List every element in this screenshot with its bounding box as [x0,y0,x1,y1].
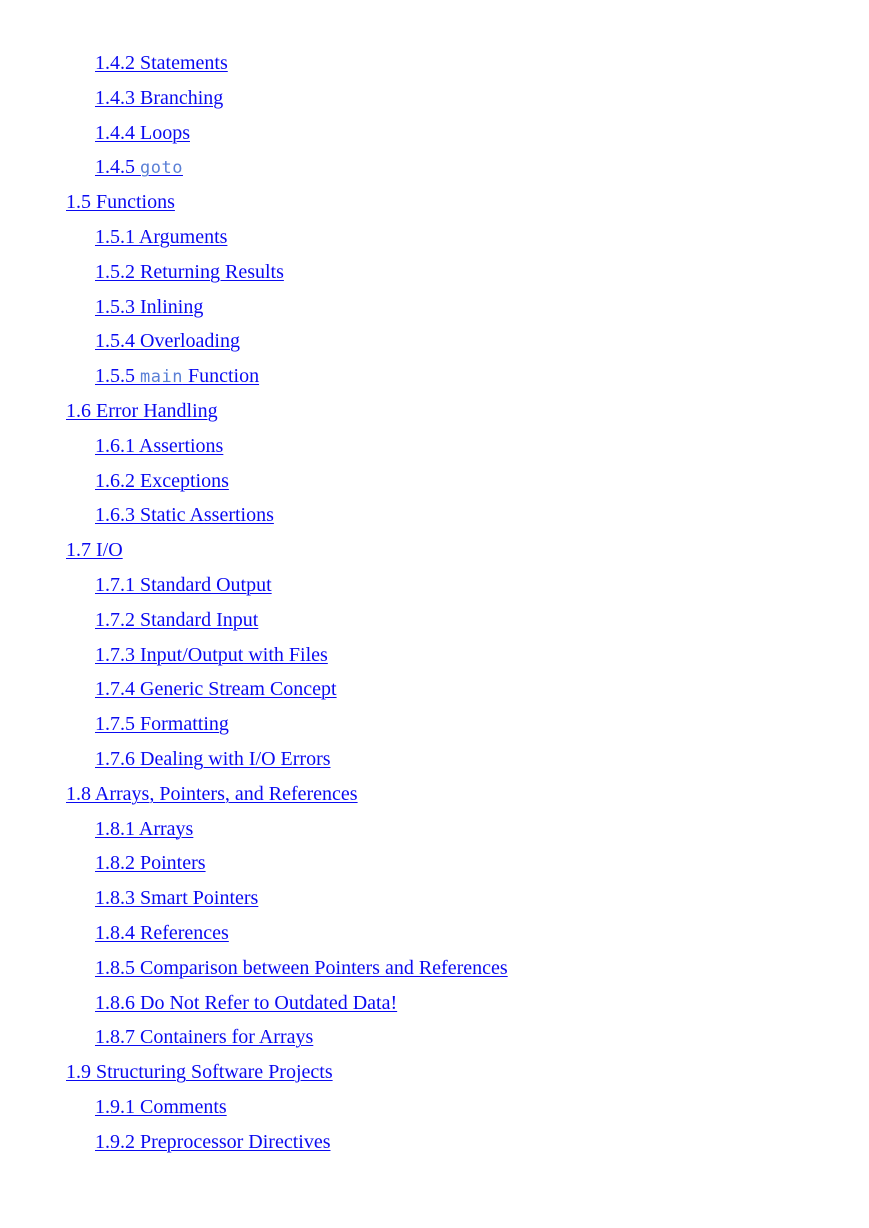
toc-link-text: 1.7.1 Standard Output [95,573,272,596]
toc-link-text: 1.4.3 Branching [95,86,224,109]
toc-section-link[interactable] [66,400,218,422]
toc-subsection-item [0,672,869,707]
toc-subsection-link[interactable] [95,678,337,700]
toc-link-text: 1.4.4 Loops [95,121,190,144]
toc-subsection-item [0,429,869,464]
toc-link-text: 1.8.7 Containers for Arrays [95,1026,314,1049]
toc-link-text: 1.6 Error Handling [66,399,218,422]
toc-subsection-item [0,81,869,116]
toc-subsection-item [0,916,869,951]
toc-subsection-item [0,220,869,255]
toc-link-text: 1.8 Arrays, Pointers, and References [66,782,358,805]
toc-link-text: 1.5.4 Overloading [95,330,240,353]
toc-link-text: 1.4.5 [95,156,140,179]
toc-link-code-text: main [140,367,183,388]
toc-link-text: Function [182,365,260,388]
toc-subsection-link[interactable] [95,922,229,944]
toc-subsection-link[interactable] [95,713,229,735]
toc-subsection-link[interactable] [95,1026,313,1048]
toc-subsection-link[interactable] [95,365,259,387]
toc-link-text: 1.5.1 Arguments [95,225,228,248]
toc-subsection-item [0,846,869,881]
toc-subsection-link[interactable] [95,1096,227,1118]
toc-subsection-item [0,881,869,916]
toc-link-text: 1.8.4 References [95,921,229,944]
toc-subsection-link[interactable] [95,156,183,178]
toc-subsection-item [0,951,869,986]
toc-subsection-item [0,116,869,151]
toc-section-link[interactable] [66,1061,333,1083]
toc-link-text: 1.9 Structuring Software Projects [66,1061,333,1084]
toc-subsection-item [0,986,869,1021]
toc-subsection-link[interactable] [95,1131,331,1153]
toc-subsection-item [0,1125,869,1160]
toc-link-text: 1.6.2 Exceptions [95,469,229,492]
toc-subsection-link[interactable] [95,992,397,1014]
toc-link-text: 1.5 Functions [66,191,175,214]
toc-subsection-link[interactable] [95,818,193,840]
toc-section-item [0,185,869,220]
toc-link-text: 1.5.5 [95,365,140,388]
toc-subsection-link[interactable] [95,609,258,631]
toc-subsection-link[interactable] [95,470,229,492]
toc-link-text: 1.9.1 Comments [95,1095,227,1118]
toc-link-text: 1.5.2 Returning Results [95,260,284,283]
toc-subsection-item [0,603,869,638]
toc-subsection-item [0,255,869,290]
toc-link-text: 1.7.6 Dealing with I/O Errors [95,747,331,770]
toc-link-text: 1.7.5 Formatting [95,713,229,736]
toc-subsection-item [0,324,869,359]
toc-subsection-link[interactable] [95,748,331,770]
toc-subsection-link[interactable] [95,435,223,457]
toc-section-link[interactable] [66,539,123,561]
toc-link-text: 1.6.3 Static Assertions [95,504,274,527]
toc-subsection-item [0,46,869,81]
toc-section-item [0,394,869,429]
toc-subsection-item [0,498,869,533]
toc-subsection-link[interactable] [95,261,284,283]
toc-subsection-link[interactable] [95,330,240,352]
toc-link-text: 1.8.2 Pointers [95,852,206,875]
toc-subsection-link[interactable] [95,296,203,318]
toc-subsection-item [0,638,869,673]
toc-subsection-link[interactable] [95,644,328,666]
toc-link-text: 1.6.1 Assertions [95,434,224,457]
toc-section-item [0,777,869,812]
toc-subsection-link[interactable] [95,852,206,874]
toc-link-text: 1.7.3 Input/Output with Files [95,643,328,666]
toc-subsection-link[interactable] [95,887,258,909]
toc-subsection-link[interactable] [95,504,274,526]
toc-link-text: 1.8.3 Smart Pointers [95,887,259,910]
toc-subsection-link[interactable] [95,87,223,109]
toc-link-text: 1.8.5 Comparison between Pointers and References [95,956,508,979]
toc-link-text: 1.5.3 Inlining [95,295,204,318]
table-of-contents [0,46,869,1160]
toc-subsection-item [0,568,869,603]
toc-link-text: 1.8.6 Do Not Refer to Outdated Data! [95,991,398,1014]
toc-subsection-item [0,812,869,847]
toc-link-text: 1.9.2 Preprocessor Directives [95,1130,331,1153]
toc-subsection-link[interactable] [95,122,190,144]
toc-subsection-link[interactable] [95,957,508,979]
toc-subsection-item [0,290,869,325]
toc-link-text: 1.8.1 Arrays [95,817,194,840]
toc-section-link[interactable] [66,783,358,805]
toc-link-code-text: goto [140,158,183,179]
toc-subsection-link[interactable] [95,574,272,596]
toc-link-text: 1.7 I/O [66,539,123,562]
toc-link-text: 1.4.2 Statements [95,52,228,74]
toc-link-text: 1.7.2 Standard Input [95,608,259,631]
toc-section-link[interactable] [66,191,175,213]
toc-subsection-item [0,464,869,499]
toc-subsection-item [0,1090,869,1125]
toc-subsection-item [0,150,869,185]
toc-section-item [0,533,869,568]
toc-subsection-item [0,1020,869,1055]
toc-subsection-link[interactable] [95,52,228,74]
toc-subsection-link[interactable] [95,226,227,248]
toc-subsection-item [0,707,869,742]
toc-subsection-item [0,742,869,777]
toc-subsection-item [0,359,869,394]
toc-section-item [0,1055,869,1090]
toc-link-text: 1.7.4 Generic Stream Concept [95,678,337,701]
